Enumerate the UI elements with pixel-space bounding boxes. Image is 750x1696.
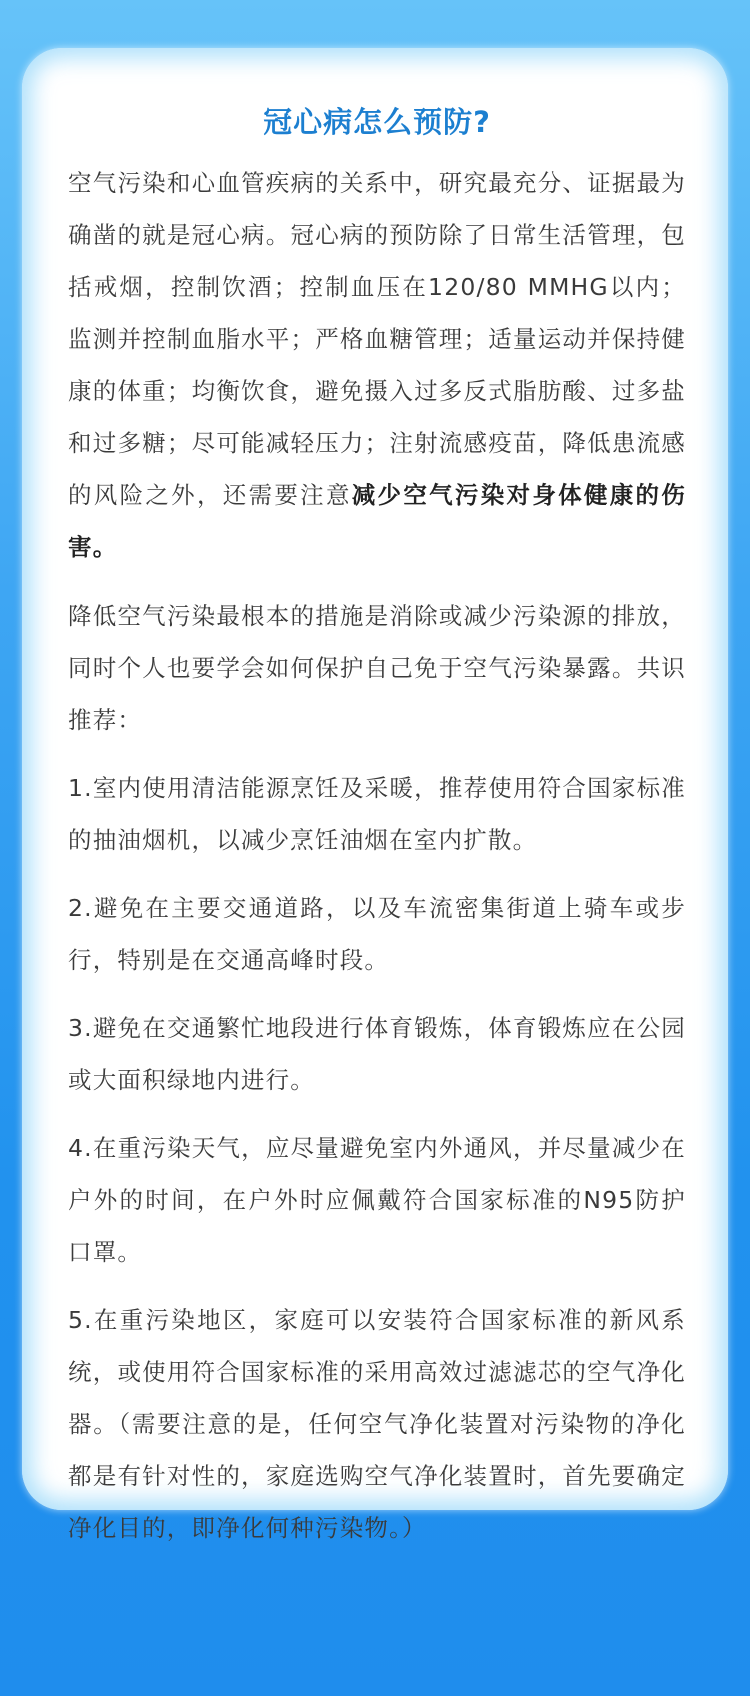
recommendation-item-4: 4.在重污染天气，应尽量避免室内外通风，并尽量减少在户外的时间，在户外时应佩戴符合国家标准的N95防护口罩。	[68, 1134, 686, 1266]
content-card	[22, 48, 728, 1542]
consensus-paragraph: 降低空气污染最根本的措施是消除或减少污染源的排放，同时个人也要学会如何保护自己免于空气污染暴露。共识推荐：	[68, 602, 686, 734]
recommendation-item-5: 5.在重污染地区，家庭可以安装符合国家标准的新风系统，或使用符合国家标准的采用高效过滤滤芯的空气净化器。（需要注意的是，任何空气净化装置对污染物的净化都是有针对性的，家庭选购空气净化装置时，首先要确定净化目的，即净化何种污染物。）	[68, 1306, 686, 1542]
intro-paragraph-text: 空气污染和心血管疾病的关系中，研究最充分、证据最为确凿的就是冠心病。冠心病的预防除了日常生活管理，包括戒烟，控制饮酒；控制血压在120/80 MMHG以内；监测并控制血脂水平；严格血糖管理；适量运动并保持健康的体重；均衡饮食，避免摄入过多反式脂肪酸、过多盐和过多糖；尽可能减轻压力；注射流感疫苗，降低患流感的风险之外，还需要注意	[68, 169, 686, 509]
recommendation-item-3: 3.避免在交通繁忙地段进行体育锻炼，体育锻炼应在公园或大面积绿地内进行。	[68, 1014, 686, 1094]
intro-paragraph	[68, 157, 686, 573]
intro-paragraph-emphasis: 减少空气污染对身体健康的伤害。	[68, 481, 686, 561]
recommendation-item-1: 1.室内使用清洁能源烹饪及采暖，推荐使用符合国家标准的抽油烟机，以减少烹饪油烟在室内扩散。	[68, 774, 686, 854]
article-title: 冠心病怎么预防?	[263, 105, 491, 139]
recommendation-item-2: 2.避免在主要交通道路，以及车流密集街道上骑车或步行，特别是在交通高峰时段。	[68, 894, 686, 974]
